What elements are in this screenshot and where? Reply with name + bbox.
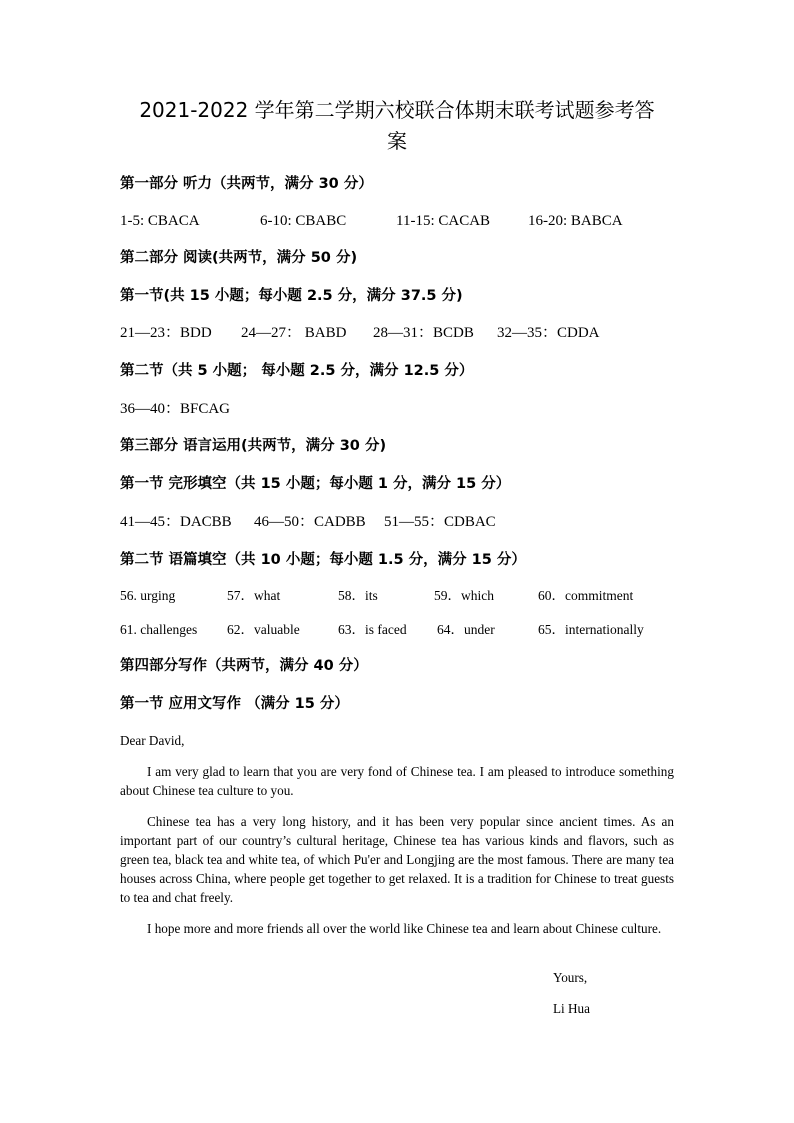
fill-answer: 56. urging — [120, 588, 176, 603]
fill-answer: 60．commitment — [538, 588, 634, 603]
sample-letter — [120, 731, 674, 938]
answer-group: 11-15: CACAB — [396, 213, 491, 229]
letter-greeting: Dear David, — [120, 733, 185, 748]
letter-signature: Li Hua — [553, 1001, 590, 1016]
fill-answer: 59．which — [434, 588, 494, 603]
answer-group: 6-10: CBABC — [260, 213, 347, 229]
answer-group: 1-5: CBACA — [120, 213, 200, 229]
part4-heading: 第四部分写作（共两节，满分 40 分） — [120, 658, 368, 674]
fill-answer: 57．what — [227, 588, 281, 603]
answer-group: 24—27： BABD — [241, 325, 347, 341]
letter-paragraph-2: Chinese tea has a very long history, and it has been very popular since ancient times. As an important part of our country’s cultural heritage, Chinese tea has various kinds and flavors, such as green tea, black tea and white tea, of which Pu'er and Longjing are the most famous. There are many tea houses across China, where people get together to get relaxed. It is a tradition for Chinese to treat guests to tea and chat freely. — [120, 814, 674, 905]
part2-section1-heading: 第一节(共 15 小题；每小题 2.5 分，满分 37.5 分) — [120, 288, 463, 304]
answer-group: 46—50：CADBB — [254, 514, 366, 530]
answer-group: 21—23：BDD — [120, 325, 212, 341]
fill-answer: 58．its — [338, 588, 378, 603]
answer-group: 32—35：CDDA — [497, 325, 600, 341]
answer-group: 36—40：BFCAG — [120, 401, 231, 417]
fill-answer: 65．internationally — [538, 622, 644, 637]
part1-heading: 第一部分 听力（共两节，满分 30 分） — [120, 176, 373, 192]
fill-answer: 64．under — [437, 622, 495, 637]
part3-section2-heading: 第二节 语篇填空（共 10 小题；每小题 1.5 分，满分 15 分） — [120, 552, 526, 568]
letter-closing: Yours, — [553, 970, 588, 985]
fill-answer: 62．valuable — [227, 622, 300, 637]
fill-answer: 63．is faced — [338, 622, 407, 637]
part2-section2-heading: 第二节（共 5 小题； 每小题 2.5 分，满分 12.5 分） — [120, 363, 474, 379]
answer-group: 28—31：BCDB — [373, 325, 474, 341]
part3-section1-heading: 第一节 完形填空（共 15 小题；每小题 1 分，满分 15 分） — [120, 476, 511, 492]
part3-heading: 第三部分 语言运用(共两节，满分 30 分) — [120, 438, 387, 454]
page-title — [120, 95, 674, 157]
fill-answer: 61. challenges — [120, 622, 198, 637]
answer-group: 51—55：CDBAC — [384, 514, 496, 530]
answer-group: 16-20: BABCA — [528, 213, 623, 229]
title-line-1: 2021-2022 学年第二学期六校联合体期末联考试题参考答 — [139, 98, 655, 122]
letter-paragraph-1: I am very glad to learn that you are very fond of Chinese tea. I am pleased to introduce something about Chinese tea culture to you. — [120, 764, 674, 798]
part2-heading: 第二部分 阅读(共两节，满分 50 分) — [120, 250, 358, 266]
part4-section1-heading: 第一节 应用文写作 （满分 15 分） — [120, 696, 349, 712]
answer-group: 41—45：DACBB — [120, 514, 232, 530]
title-line-2: 案 — [387, 129, 407, 153]
letter-paragraph-3: I hope more and more friends all over the world like Chinese tea and learn about Chinese culture. — [147, 921, 662, 936]
